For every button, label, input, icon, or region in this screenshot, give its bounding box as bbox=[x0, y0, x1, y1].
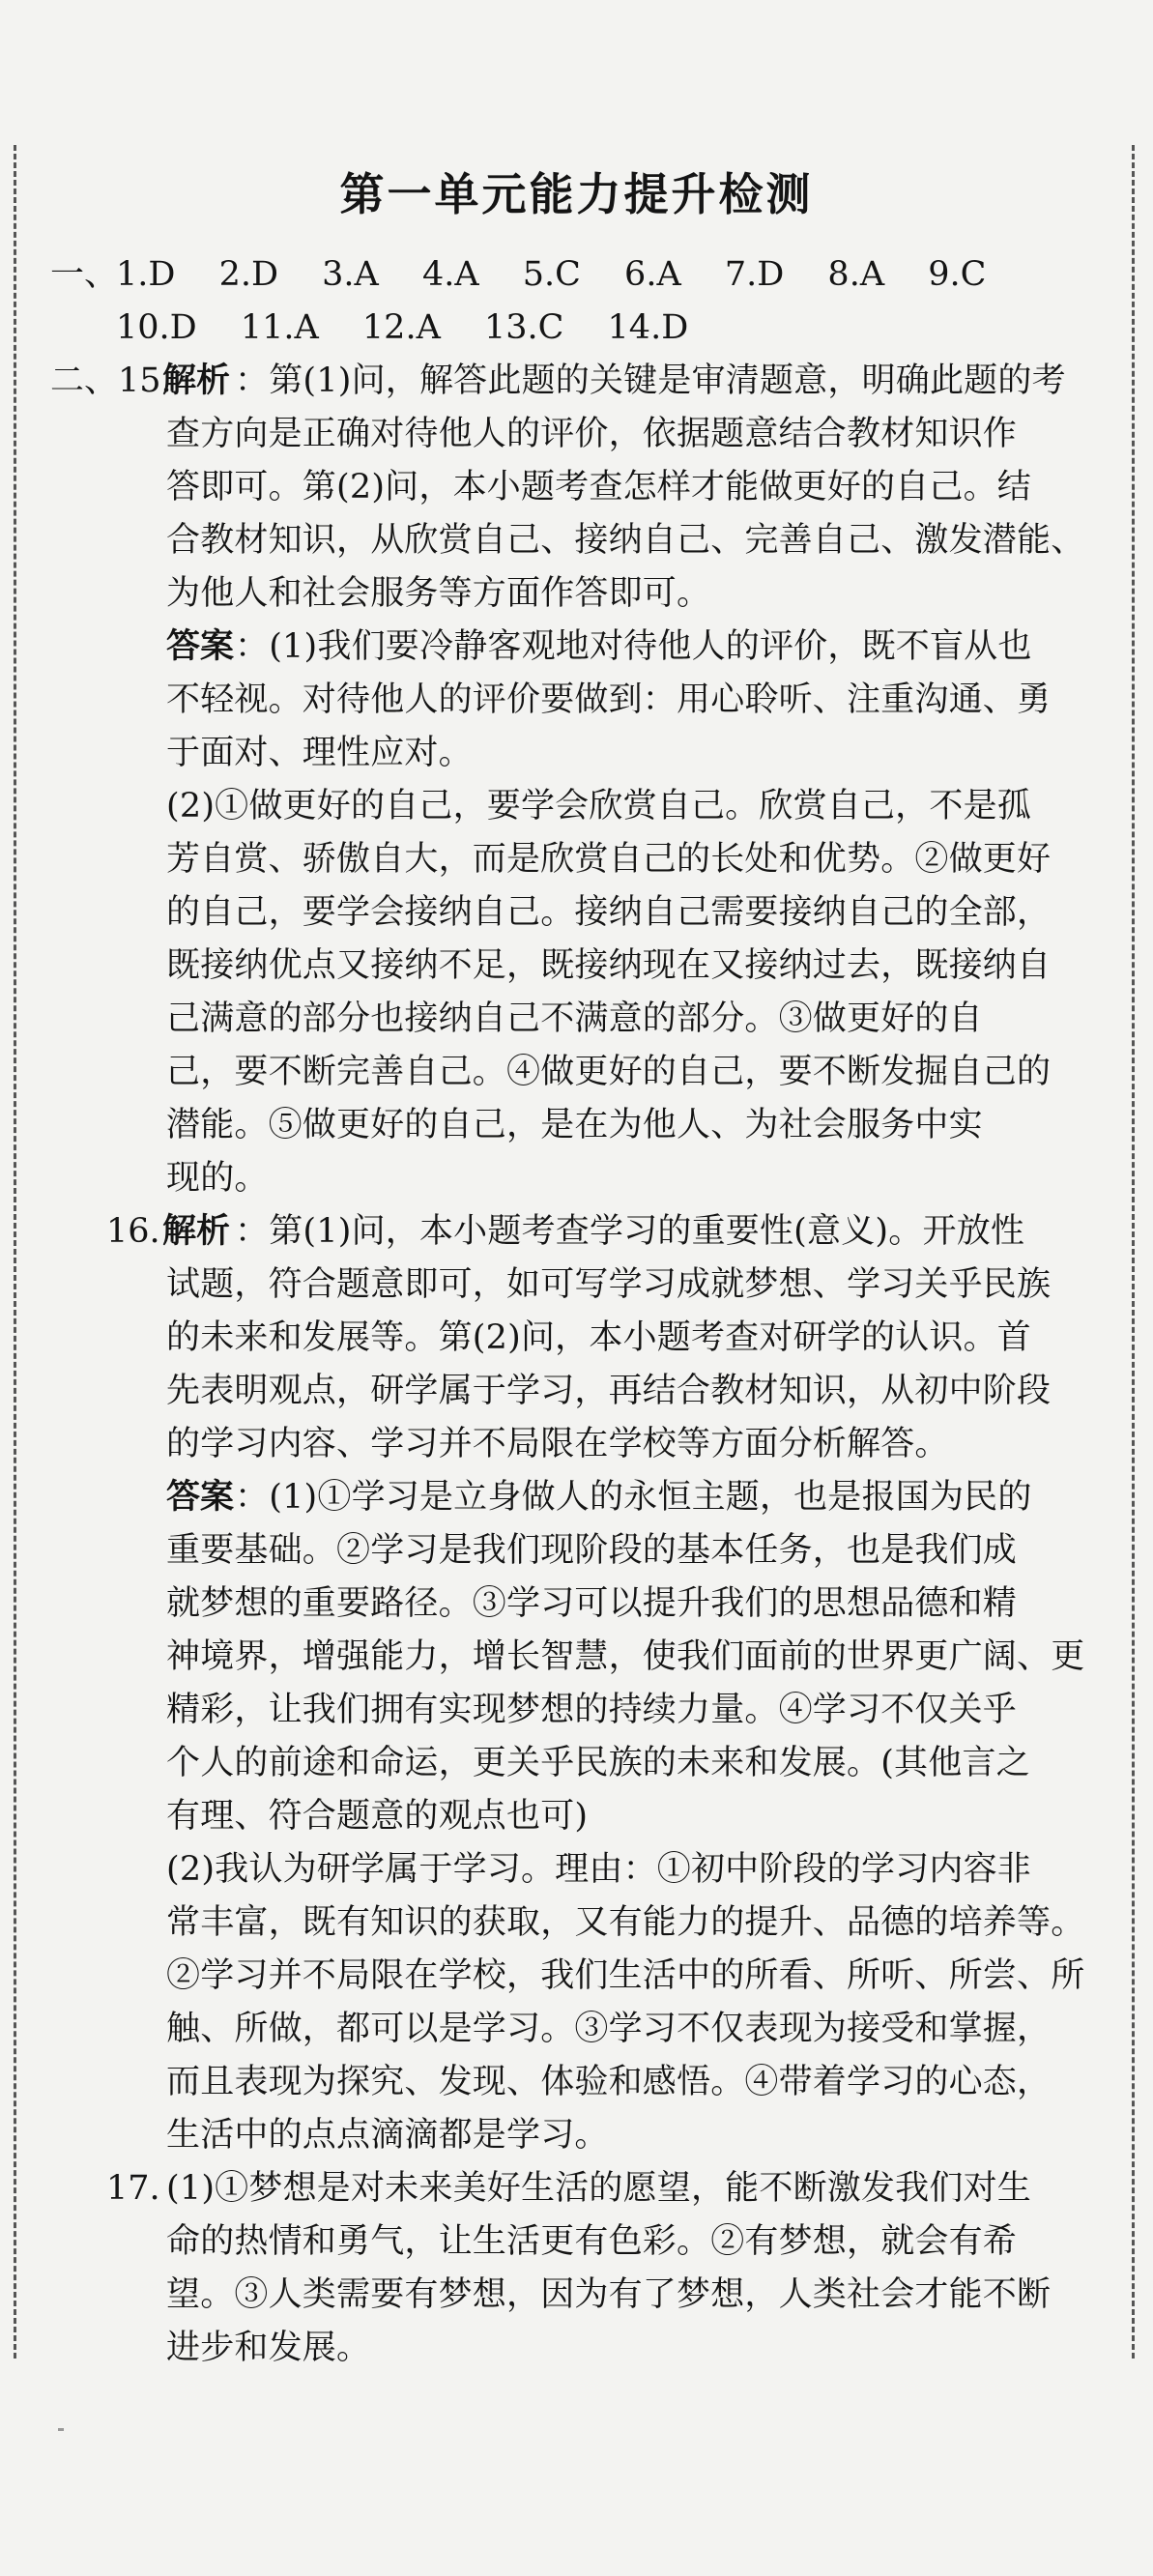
q17-answer-line: 命的热情和勇气，让生活更有色彩。②有梦想，就会有希 bbox=[166, 2222, 1018, 2261]
q16-answer-line: ②学习并不局限在学校，我们生活中的所看、所听、所尝、所 bbox=[166, 1956, 1085, 1995]
choice-answers-row2: 10.D 11.A 12.A 13.C 14.D bbox=[116, 308, 689, 347]
q16-analysis-line: 试题，符合题意即可，如可写学习成就梦想、学习关乎民族 bbox=[166, 1265, 1052, 1304]
choice-answers-row1: 1.D 2.D 3.A 4.A 5.C 6.A 7.D 8.A 9.C bbox=[116, 255, 987, 294]
q15-analysis-line: 为他人和社会服务等方面作答即可。 bbox=[166, 574, 711, 613]
q15-answer-label: 答案 bbox=[166, 627, 235, 666]
q15-answer-line: 于面对、理性应对。 bbox=[166, 734, 473, 772]
q15-analysis-label: 解析 bbox=[162, 362, 231, 400]
q15-number: 二、15. bbox=[50, 362, 172, 400]
q15-analysis-line: 合教材知识，从欣赏自己、接纳自己、完善自己、激发潜能、 bbox=[166, 521, 1085, 560]
right-cut-line bbox=[1132, 145, 1135, 2359]
q15-answer-line: 芳自赏、骄傲自大，而是欣赏自己的长处和优势。②做更好 bbox=[166, 840, 1052, 879]
q15-analysis-line: ：第(1)问，解答此题的关键是审清题意，明确此题的考 bbox=[235, 362, 1066, 400]
q16-answer-line: 常丰富，既有知识的获取，又有能力的提升、品德的培养等。 bbox=[166, 1903, 1085, 1942]
q15-answer-line: ：(1)我们要冷静客观地对待他人的评价，既不盲从也 bbox=[235, 627, 1032, 666]
q16-answer-line: 触、所做，都可以是学习。③学习不仅表现为接受和掌握， bbox=[166, 2010, 1052, 2048]
q16-answer-label: 答案 bbox=[166, 1478, 235, 1517]
q16-answer-line: ：(1)①学习是立身做人的永恒主题，也是报国为民的 bbox=[235, 1478, 1032, 1517]
q16-answer-line: (2)我认为研学属于学习。理由：①初中阶段的学习内容非 bbox=[166, 1850, 1031, 1889]
q15-answer-line: 既接纳优点又接纳不足，既接纳现在又接纳过去，既接纳自 bbox=[166, 946, 1052, 985]
q15-answer-line: 现的。 bbox=[166, 1159, 269, 1198]
q16-analysis-line: 的未来和发展等。第(2)问，本小题考查对研学的认识。首 bbox=[166, 1318, 1031, 1357]
q15-analysis-line: 答即可。第(2)问，本小题考查怎样才能做更好的自己。结 bbox=[166, 468, 1031, 507]
q16-answer-line: 个人的前途和命运，更关乎民族的未来和发展。(其他言之 bbox=[166, 1744, 1030, 1782]
q15-answer-line: 的自己，要学会接纳自己。接纳自己需要接纳自己的全部， bbox=[166, 893, 1052, 932]
q15-answer-line: (2)①做更好的自己，要学会欣赏自己。欣赏自己，不是孤 bbox=[166, 787, 1031, 825]
section1-prefix: 一、 bbox=[50, 255, 119, 294]
q15-analysis-line: 查方向是正确对待他人的评价，依据题意结合教材知识作 bbox=[166, 415, 1018, 453]
q15-answer-line: 潜能。⑤做更好的自己，是在为他人、为社会服务中实 bbox=[166, 1106, 983, 1144]
q16-answer-line: 有理、符合题意的观点也可) bbox=[166, 1797, 589, 1836]
q16-answer-line: 就梦想的重要路径。③学习可以提升我们的思想品德和精 bbox=[166, 1584, 1018, 1623]
q17-answer-line: 进步和发展。 bbox=[166, 2329, 371, 2367]
page-title: 第一单元能力提升检测 bbox=[339, 168, 814, 220]
q17-answer-line: 望。③人类需要有梦想，因为有了梦想，人类社会才能不断 bbox=[166, 2275, 1052, 2314]
q16-analysis-line: 先表明观点，研学属于学习，再结合教材知识，从初中阶段 bbox=[166, 1372, 1052, 1410]
q16-analysis-line: ：第(1)问，本小题考查学习的重要性(意义)。开放性 bbox=[235, 1212, 1025, 1251]
q15-answer-line: 己，要不断完善自己。④做更好的自己，要不断发掘自己的 bbox=[166, 1053, 1052, 1091]
q16-analysis-label: 解析 bbox=[162, 1212, 231, 1251]
q15-answer-line: 己满意的部分也接纳自己不满意的部分。③做更好的自 bbox=[166, 999, 983, 1038]
q16-number: 16. bbox=[106, 1212, 160, 1251]
q16-answer-line: 神境界，增强能力，增长智慧，使我们面前的世界更广阔、更 bbox=[166, 1637, 1085, 1676]
left-cut-line bbox=[14, 145, 16, 2359]
scan-mark bbox=[58, 2428, 64, 2431]
q16-answer-line: 重要基础。②学习是我们现阶段的基本任务，也是我们成 bbox=[166, 1531, 1018, 1570]
q17-number: 17. bbox=[106, 2169, 160, 2208]
q17-answer-line: (1)①梦想是对未来美好生活的愿望，能不断激发我们对生 bbox=[166, 2169, 1031, 2208]
q16-answer-line: 精彩，让我们拥有实现梦想的持续力量。④学习不仅关乎 bbox=[166, 1691, 1018, 1729]
q16-answer-line: 生活中的点点滴滴都是学习。 bbox=[166, 2116, 609, 2155]
q15-answer-line: 不轻视。对待他人的评价要做到：用心聆听、注重沟通、勇 bbox=[166, 680, 1052, 719]
q16-answer-line: 而且表现为探究、发现、体验和感悟。④带着学习的心态， bbox=[166, 2063, 1052, 2101]
q16-analysis-line: 的学习内容、学习并不局限在学校等方面分析解答。 bbox=[166, 1425, 949, 1463]
